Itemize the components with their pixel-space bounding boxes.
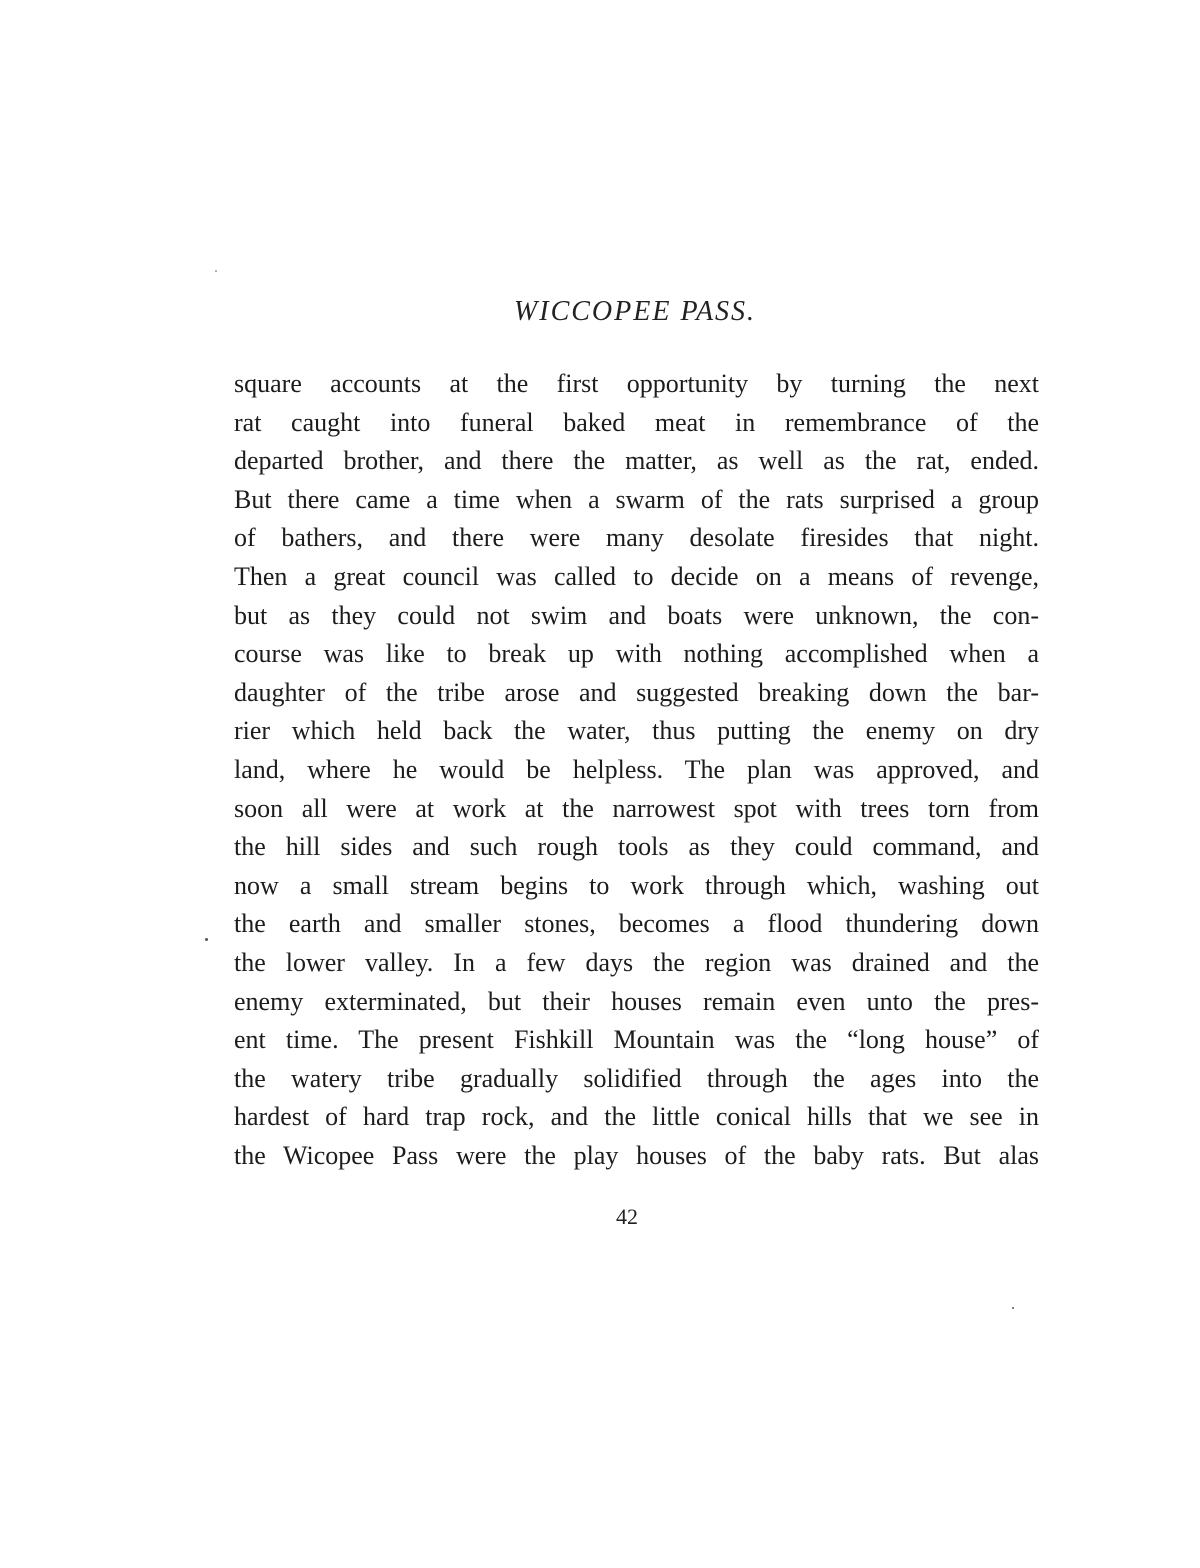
text-line: the hill sides and such rough tools as they could command, and xyxy=(234,832,1039,862)
text-line: ent time. The present Fishkill Mountain was the “long house” of xyxy=(234,1025,1039,1055)
text-line: of bathers, and there were many desolate firesides that night. xyxy=(234,523,1039,553)
text-line: soon all were at work at the narrowest spot with trees torn from xyxy=(234,793,1039,823)
text-line: hardest of hard trap rock, and the little conical hills that we see in xyxy=(234,1102,1039,1132)
paper-speck xyxy=(205,938,208,941)
text-line: rier which held back the water, thus putting the enemy on dry xyxy=(234,716,1039,746)
text-line: course was like to break up with nothing accomplished when a xyxy=(234,639,1039,669)
text-line: the Wicopee Pass were the play houses of the baby rats. But alas xyxy=(234,1140,1039,1170)
body-text xyxy=(234,365,1039,1175)
text-line: land, where he would be helpless. The plan was approved, and xyxy=(234,754,1039,784)
text-line: departed brother, and there the matter, as well as the rat, ended. xyxy=(234,446,1039,476)
text-line: the watery tribe gradually solidified through the ages into the xyxy=(234,1063,1039,1093)
text-line: now a small stream begins to work through which, washing out xyxy=(234,870,1039,900)
page-number: 42 xyxy=(616,1204,638,1229)
text-line: but as they could not swim and boats were unknown, the con- xyxy=(234,600,1039,630)
paper-speck xyxy=(215,270,217,272)
text-line: the earth and smaller stones, becomes a flood thundering down xyxy=(234,909,1039,939)
text-line: daughter of the tribe arose and suggested breaking down the bar- xyxy=(234,677,1039,707)
running-head: WICCOPEE PASS. xyxy=(513,296,757,327)
text-line: the lower valley. In a few days the region was drained and the xyxy=(234,947,1039,977)
text-line: enemy exterminated, but their houses remain even unto the pres- xyxy=(234,986,1039,1016)
text-line: square accounts at the first opportunity by turning the next xyxy=(234,369,1039,398)
text-line: Then a great council was called to decide on a means of revenge, xyxy=(234,561,1039,591)
text-line: But there came a time when a swarm of the rats surprised a group xyxy=(234,484,1039,514)
paper-speck xyxy=(1012,1307,1014,1309)
text-line: rat caught into funeral baked meat in remembrance of the xyxy=(234,407,1039,437)
